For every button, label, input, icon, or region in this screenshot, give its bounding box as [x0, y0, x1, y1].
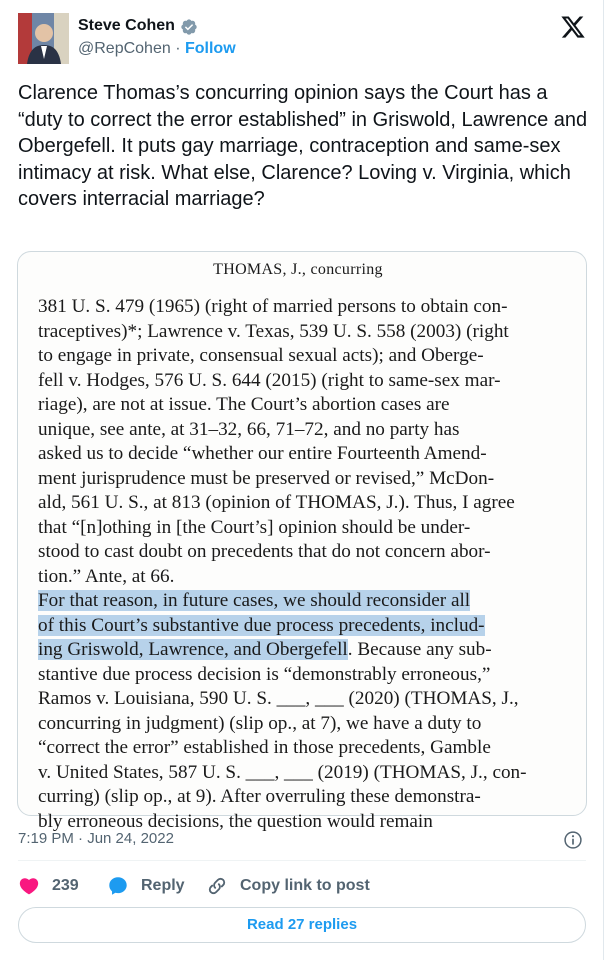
document-header: THOMAS, J., concurring	[213, 261, 383, 278]
line-text: asked us to decide “whether our entire Fourteenth Amend-	[38, 443, 487, 464]
line-text: “correct the error” established in those precedents, Gamble	[38, 737, 491, 758]
document-line	[38, 345, 484, 367]
highlighted-text: ing Griswold, Lawrence, and Obergefell	[38, 639, 348, 660]
highlighted-text: of this Court’s substantive due process precedents, includ-	[38, 614, 485, 636]
document-line	[38, 517, 470, 539]
document-line	[38, 615, 485, 637]
line-text: curring) (slip op., at 9). After overruling these demonstra-	[38, 786, 481, 807]
line-text: stantive due process decision is “demonstrably erroneous,”	[38, 663, 491, 685]
document-line	[38, 370, 501, 392]
document-line	[38, 713, 481, 735]
follow-link[interactable]: Follow	[184, 40, 236, 57]
like-count: 239	[52, 877, 79, 894]
verified-badge-icon	[180, 18, 198, 36]
line-text: to engage in private, consensual sexual acts); and Oberge-	[38, 345, 484, 366]
handle-separator: ·	[175, 40, 181, 57]
document-line	[38, 762, 527, 784]
heart-icon	[18, 875, 40, 897]
reply-label: Reply	[141, 877, 185, 894]
avatar-portrait-icon	[18, 13, 69, 64]
read-replies-button[interactable]: Read 27 replies	[18, 907, 586, 943]
like-button[interactable]	[18, 875, 79, 897]
document-line	[38, 664, 490, 686]
document-line	[38, 321, 509, 343]
document-line	[38, 492, 515, 514]
avatar[interactable]	[18, 13, 69, 64]
copy-link-button[interactable]	[206, 875, 370, 897]
copy-link-label: Copy link to post	[240, 877, 370, 894]
document-line	[38, 737, 491, 759]
document-line	[38, 296, 507, 318]
document-line	[38, 590, 470, 612]
line-text: tion.” Ante, at 66.	[38, 565, 175, 587]
document-line	[38, 419, 460, 441]
line-text: Ramos v. Louisiana, 590 U. S. ___, ___ (2020) (THOMAS, J.,	[38, 688, 519, 709]
info-icon[interactable]	[563, 830, 583, 850]
link-icon	[206, 875, 228, 897]
line-text: . Because any sub-	[347, 639, 492, 660]
document-line	[38, 786, 481, 808]
line-text: 381 U. S. 479 (1965) (right of married persons to obtain con-	[38, 296, 508, 317]
line-text: that “[n]othing in [the Court’s] opinion should be under-	[38, 516, 471, 538]
line-text: ment jurisprudence must be preserved or revised,” McDon-	[38, 467, 495, 489]
document-line	[38, 443, 487, 465]
line-text: concurring in judgment) (slip op., at 7), we have a duty to	[38, 712, 482, 734]
document-line	[38, 688, 519, 710]
document-line	[38, 566, 174, 588]
document-line	[38, 468, 494, 490]
line-text: unique, see ante, at 31–32, 66, 71–72, and no party has	[38, 418, 460, 440]
divider	[18, 860, 586, 861]
tweet-text: Clarence Thomas’s concurring opinion says the Court has a “duty to correct the error established” in Griswold, Lawrence and Obergefell. It puts gay marriage, contraception and same-sex intimacy at risk. What else, Clarence? Loving v. Virginia, which covers interracial marriage?	[18, 82, 588, 210]
line-text: fell v. Hodges, 576 U. S. 644 (2015) (right to same-sex mar-	[38, 369, 501, 391]
author-handle[interactable]: @RepCohen	[78, 40, 171, 57]
x-logo-icon[interactable]	[560, 14, 586, 40]
author-name[interactable]: Steve Cohen	[78, 17, 175, 34]
line-text: traceptives)*; Lawrence v. Texas, 539 U. S. 558 (2003) (right	[38, 320, 509, 342]
timestamp[interactable]: 7:19 PM · Jun 24, 2022	[18, 830, 174, 847]
line-text: ald, 561 U. S., at 813 (opinion of THOMAS, J.). Thus, I agree	[38, 492, 515, 513]
tweet-image[interactable]	[17, 251, 587, 832]
handle-line	[78, 40, 236, 58]
highlighted-text: For that reason, in future cases, we should reconsider all	[38, 590, 471, 611]
line-text: stood to cast doubt on precedents that do not concern abor-	[38, 541, 491, 562]
line-text: v. United States, 587 U. S. ___, ___ (2019) (THOMAS, J., con-	[38, 761, 527, 783]
reply-button[interactable]	[107, 875, 185, 897]
document-line	[38, 639, 492, 661]
reply-bubble-icon	[107, 875, 129, 897]
line-text: riage), are not at issue. The Court’s abortion cases are	[38, 394, 450, 415]
document-line	[38, 541, 491, 563]
document-line	[38, 394, 450, 416]
line-text: bly erroneous decisions, the question would remain	[38, 810, 433, 832]
